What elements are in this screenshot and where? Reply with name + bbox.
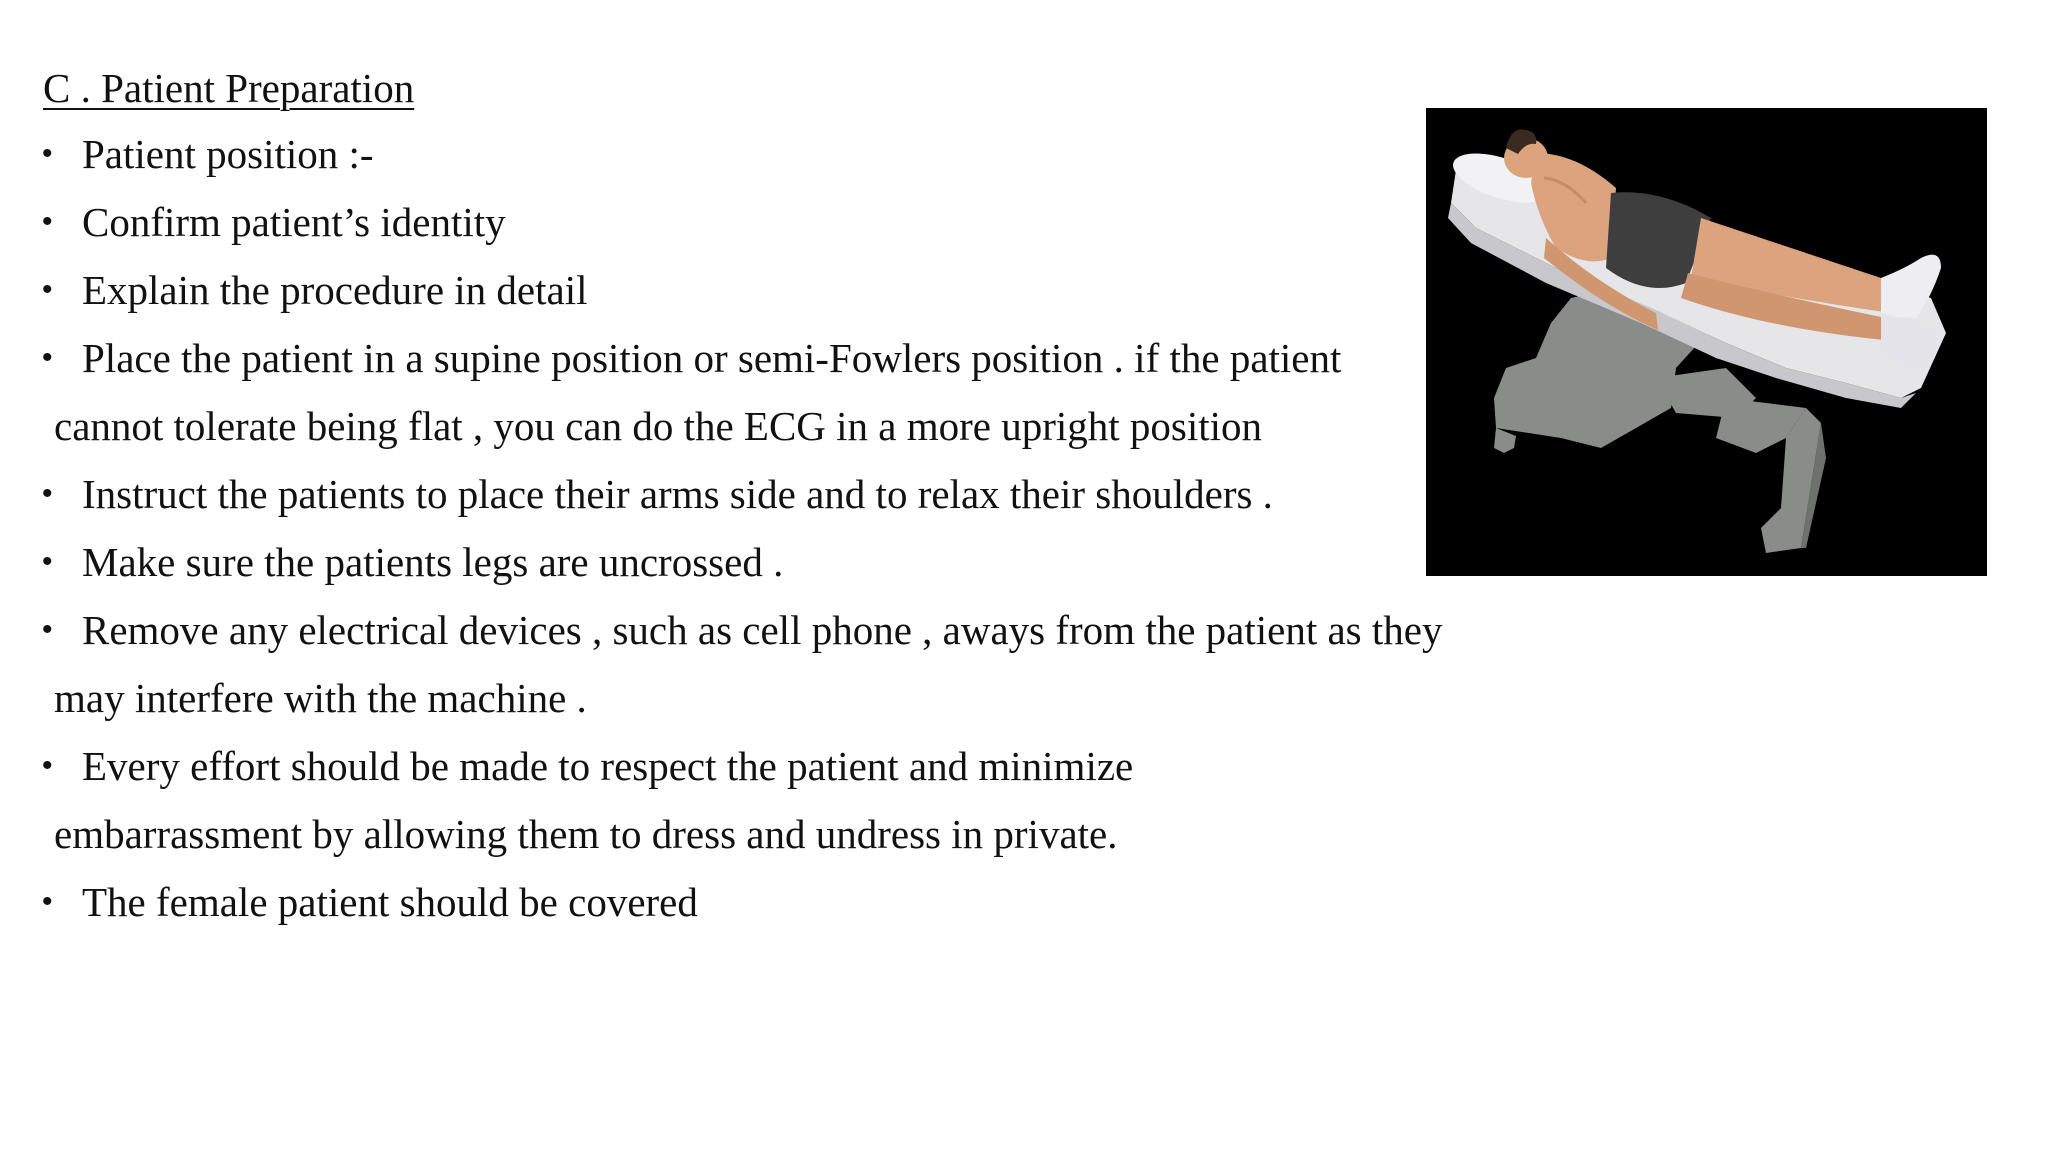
- bullet-marker: •: [42, 613, 53, 646]
- continuation-text: embarrassment by allowing them to dress and undress in private.: [54, 811, 1118, 857]
- bullet-marker: •: [42, 885, 53, 918]
- section-heading: C . Patient Preparation: [43, 65, 415, 111]
- continuation-text: may interfere with the machine .: [54, 675, 587, 721]
- bullet-text: Patient position :-: [82, 131, 374, 177]
- bullet-marker: •: [42, 477, 53, 510]
- bullet-text: Instruct the patients to place their arms side and to relax their shoulders .: [82, 471, 1273, 517]
- bullet-marker: •: [42, 273, 53, 306]
- bullet-text: Place the patient in a supine position or semi-Fowlers position . if the patient: [82, 335, 1342, 381]
- patient-on-table-image: [1426, 108, 1987, 576]
- bullet-text: Every effort should be made to respect the patient and minimize: [82, 743, 1134, 789]
- patient-supine-illustration: [1426, 108, 1987, 576]
- bullet-marker: •: [42, 749, 53, 782]
- bullet-text: Confirm patient’s identity: [82, 199, 506, 245]
- continuation-text: cannot tolerate being flat , you can do the ECG in a more upright position: [54, 403, 1263, 449]
- bullet-marker: •: [42, 205, 53, 238]
- bullet-text: The female patient should be covered: [82, 879, 698, 925]
- bullet-text: Remove any electrical devices , such as cell phone , aways from the patient as they: [82, 607, 1443, 653]
- bullet-text: Explain the procedure in detail: [82, 267, 588, 313]
- bullet-text: Make sure the patients legs are uncrossed .: [82, 539, 784, 585]
- bullet-marker: •: [42, 341, 53, 374]
- bullet-marker: •: [42, 545, 53, 578]
- bullet-marker: •: [42, 137, 53, 170]
